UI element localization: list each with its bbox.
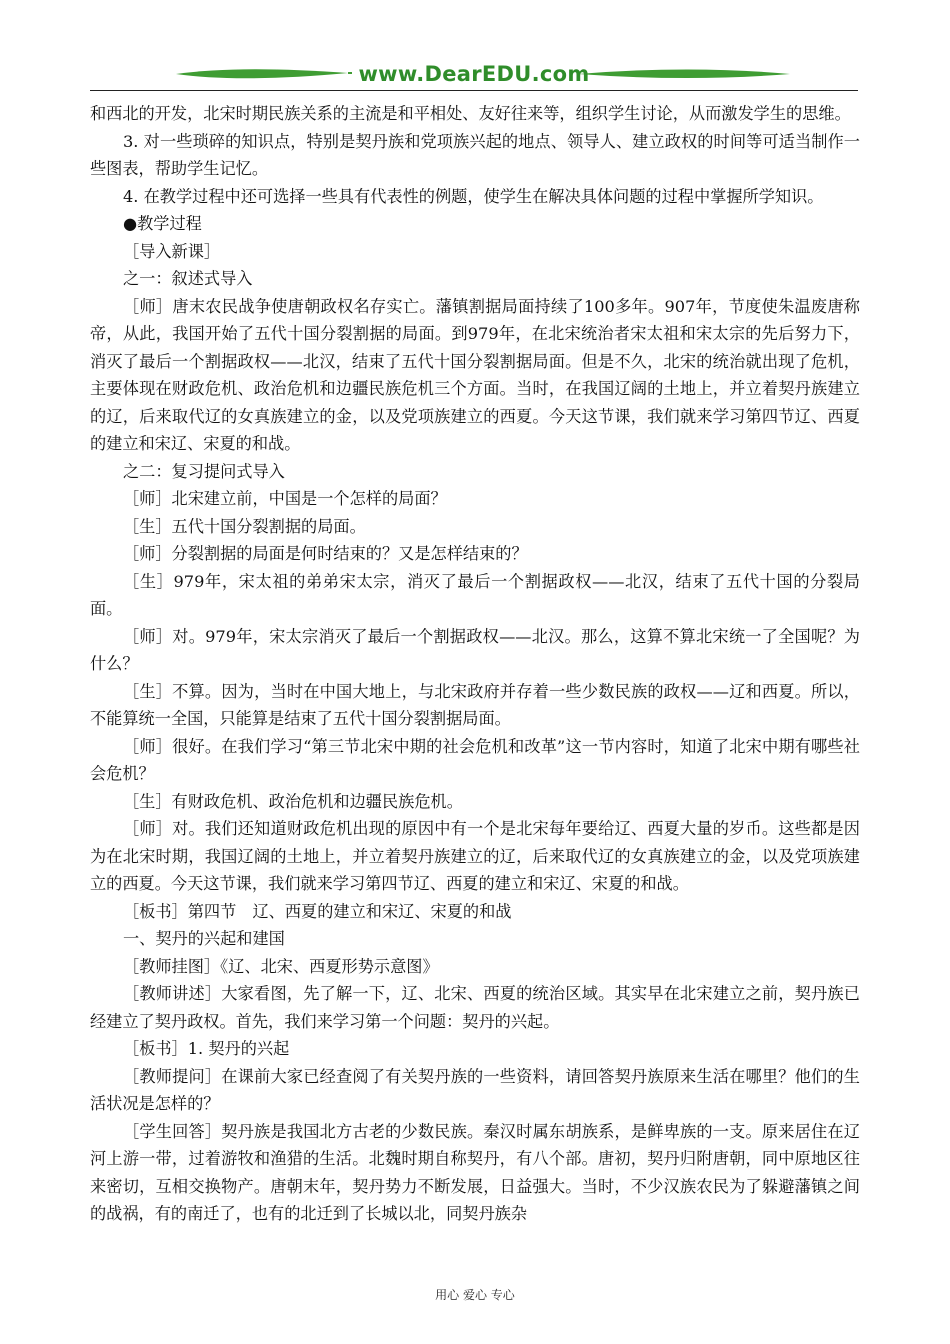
paragraph: ［板书］第四节 辽、西夏的建立和宋辽、宋夏的和战 <box>123 901 512 921</box>
paragraph: 3. 对一些琐碎的知识点，特别是契丹族和党项族兴起的地点、领导人、建立政权的时间等可适当制作一些图表，帮助学生记忆。 <box>90 131 860 178</box>
paragraph: ［师］北宋建立前，中国是一个怎样的局面？ <box>123 489 447 508</box>
site-name: www.DearEDU.com <box>358 62 590 86</box>
paragraph: ［导入新课］ <box>123 241 221 261</box>
paragraph: ［生］有财政危机、政治危机和边疆民族危机。 <box>123 791 463 811</box>
paragraph: ［师］分裂割据的局面是何时结束的？又是怎样结束的？ <box>123 544 528 563</box>
paragraph: ［生］979年，宋太祖的弟弟宋太宗，消灭了最后一个割据政权——北汉，结束了五代十国的分裂局面。 <box>90 571 860 618</box>
paragraph: ［生］五代十国分裂割据的局面。 <box>123 516 366 536</box>
paragraph: ●教学过程 <box>123 214 202 233</box>
paragraph: 和西北的开发，北宋时期民族关系的主流是和平相处、友好往来等，组织学生讨论，从而激发学生的思维。 <box>90 104 851 123</box>
paragraph: ［生］不算。因为，当时在中国大地上，与北宋政府并存着一些少数民族的政权——辽和西夏。所以，不能算统一全国，只能算是结束了五代十国分裂割据局面。 <box>90 681 860 728</box>
paragraph: ［师］对。我们还知道财政危机出现的原因中有一个是北宋每年要给辽、西夏大量的岁币。这些都是因为在北宋时期，我国辽阔的土地上，并立着契丹族建立的辽，后来取代辽的女真族建立的金，以及党项族建立的西夏。今天这节课，我们就来学习第四节辽、西夏的建立和宋辽、宋夏的和战。 <box>90 819 860 893</box>
header-rule <box>90 90 858 91</box>
paragraph: ［师］唐末农民战争使唐朝政权名存实亡。藩镇割据局面持续了100多年。907年，节度使朱温废唐称帝，从此，我国开始了五代十国分裂割据的局面。到979年，在北宋统治者宋太祖和宋太宗的先后努力下，消灭了最后一个割据政权——北汉，结束了五代十国分裂割据局面。但是不久，北宋的统治就出现了危机，主要体现在财政危机、政治危机和边疆民族危机三个方面。当时，在我国辽阔的土地上，并立着契丹族建立的辽，后来取代辽的女真族建立的金，以及党项族建立的西夏。今天这节课，我们就来学习第四节辽、西夏的建立和宋辽、宋夏的和战。 <box>90 296 860 453</box>
document-body <box>90 100 860 1228</box>
paragraph: 之二：复习提问式导入 <box>123 461 285 481</box>
paragraph: ［学生回答］契丹族是我国北方古老的少数民族。秦汉时属东胡族系，是鲜卑族的一支。原来居住在辽河上游一带，过着游牧和渔猎的生活。北魏时期自称契丹，有八个部。唐初，契丹归附唐朝，同中原地区往来密切，互相交换物产。唐朝末年，契丹势力不断发展，日益强大。当时，不少汉族农民为了躲避藩镇之间的战祸，有的南迁了，也有的北迁到了长城以北，同契丹族杂 <box>90 1121 860 1223</box>
paragraph: ［教师挂图］《辽、北宋、西夏形势示意图》 <box>123 956 439 976</box>
paragraph: ［板书］1. 契丹的兴起 <box>123 1039 290 1058</box>
paragraph: ［师］对。979年，宋太宗消灭了最后一个割据政权——北汉。那么，这算不算北宋统一了全国呢？为什么？ <box>90 626 860 673</box>
paragraph: ［师］很好。在我们学习“第三节北宋中期的社会危机和改革”这一节内容时，知道了北宋中期有哪些社会危机？ <box>90 736 860 783</box>
page-footer: 用心 爱心 专心 <box>435 1288 515 1302</box>
paragraph: 一、契丹的兴起和建国 <box>123 929 285 948</box>
page-header <box>90 58 858 92</box>
paragraph: ［教师讲述］大家看图，先了解一下，辽、北宋、西夏的统治区域。其实早在北宋建立之前，契丹族已经建立了契丹政权。首先，我们来学习第一个问题：契丹的兴起。 <box>90 984 860 1031</box>
paragraph: 4. 在教学过程中还可选择一些具有代表性的例题，使学生在解决具体问题的过程中掌握所学知识。 <box>123 186 824 206</box>
paragraph: ［教师提问］在课前大家已经查阅了有关契丹族的一些资料，请回答契丹族原来生活在哪里？他们的生活状况是怎样的？ <box>90 1066 860 1113</box>
paragraph: 之一：叙述式导入 <box>123 269 253 288</box>
